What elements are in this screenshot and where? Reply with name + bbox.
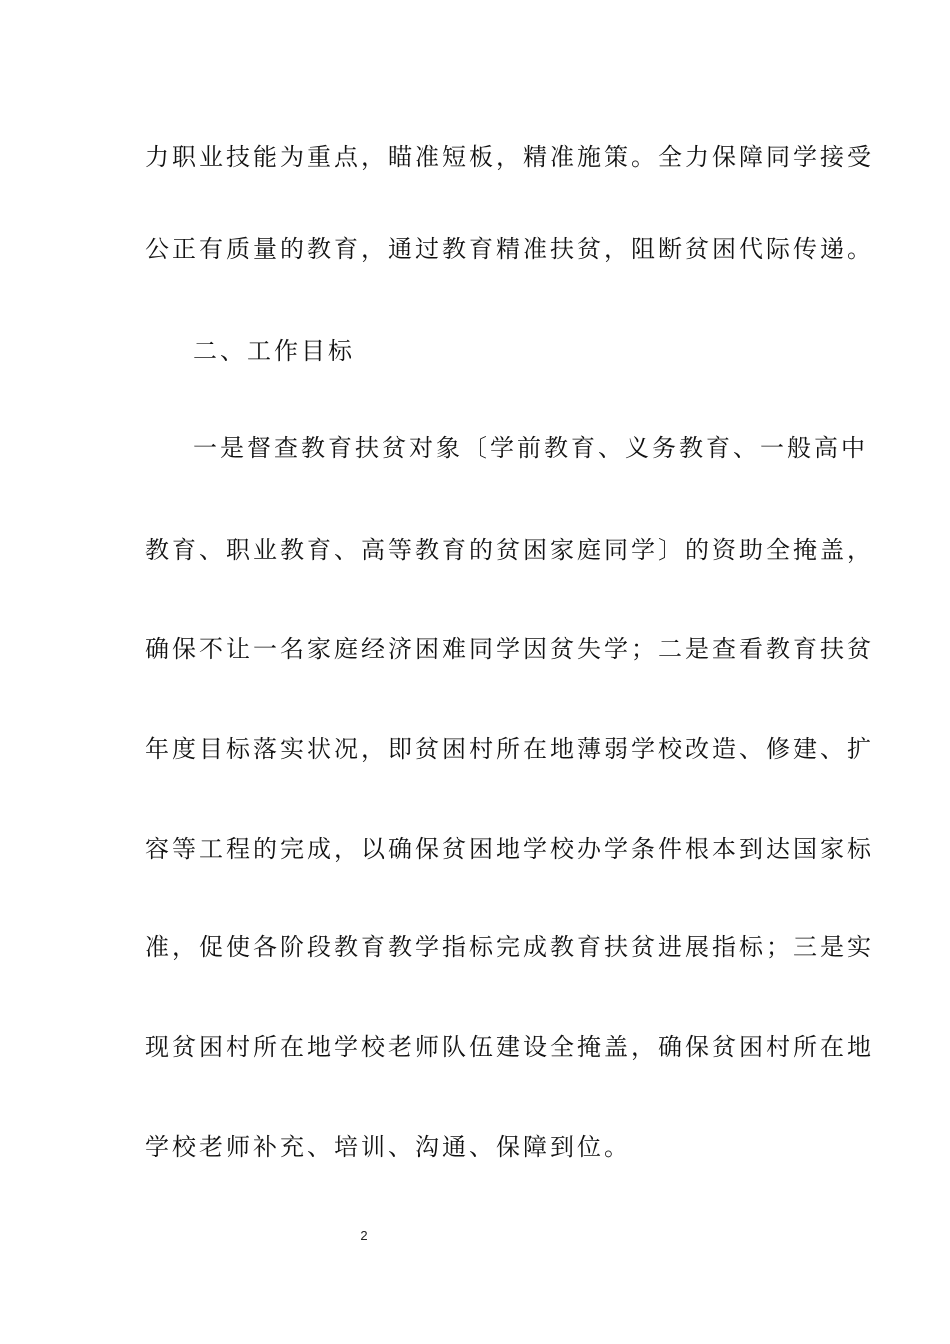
section-heading: 二、工作目标 (193, 337, 355, 365)
page-number: 2 (360, 1228, 368, 1243)
text-line: 年度目标落实状况，即贫困村所在地薄弱学校改造、修建、扩 (145, 735, 874, 763)
text-line: 教育、职业教育、高等教育的贫困家庭同学〕的资助全掩盖， (145, 536, 874, 564)
text-line: 一是督查教育扶贫对象〔学前教育、义务教育、一般高中 (193, 434, 868, 462)
text-line: 容等工程的完成，以确保贫困地学校办学条件根本到达国家标 (145, 835, 874, 863)
text-line: 现贫困村所在地学校老师队伍建设全掩盖，确保贫困村所在地 (145, 1033, 874, 1061)
text-line: 公正有质量的教育，通过教育精准扶贫，阻断贫困代际传递。 (145, 235, 874, 263)
text-line: 准，促使各阶段教育教学指标完成教育扶贫进展指标；三是实 (145, 933, 874, 961)
text-line: 力职业技能为重点，瞄准短板，精准施策。全力保障同学接受 (145, 143, 874, 171)
text-line: 学校老师补充、培训、沟通、保障到位。 (145, 1133, 631, 1161)
text-line: 确保不让一名家庭经济困难同学因贫失学；二是查看教育扶贫 (145, 635, 874, 663)
